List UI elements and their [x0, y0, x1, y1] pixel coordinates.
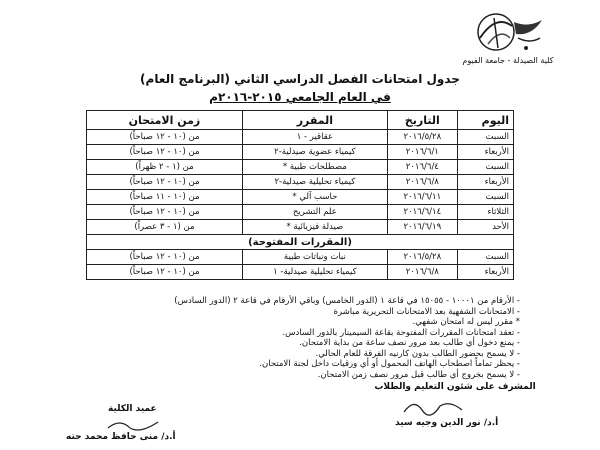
- faculty-logo-icon: [466, 8, 548, 56]
- row-date: ٢٠١٦/٦/١٩: [387, 220, 457, 235]
- note-item: - لا يسمح بحضور الطالب بدون كارنيه الفرقة للعام الحالي.: [315, 348, 520, 359]
- supervisor-signature-icon: [400, 396, 470, 418]
- row-time: من (١٠ - ١٢ صباحاً): [87, 145, 243, 160]
- row-course: كيمياء تحليلية صيدلية- ١: [242, 265, 387, 280]
- note-item: * مقرر ليس له امتحان شفهي.: [412, 317, 520, 327]
- table-row: [87, 205, 514, 220]
- row-date: ٢٠١٦/٦/٤: [387, 160, 457, 175]
- header-course: المقرر: [242, 111, 387, 130]
- table-row: [87, 220, 514, 235]
- row-date: ٢٠١٦/٦/١١: [387, 190, 457, 205]
- table-row: [87, 160, 514, 175]
- row-date: ٢٠١٦/٥/٢٨: [387, 250, 457, 265]
- row-time: من (١ - ٢ ظهراً): [87, 160, 243, 175]
- row-course: نبات ونباتات طبية: [242, 250, 387, 265]
- row-day: الأحد: [457, 220, 513, 235]
- row-time: من (١ - ٣ عصراً): [87, 220, 243, 235]
- exam-notes: [100, 296, 520, 380]
- row-day: السبت: [457, 160, 513, 175]
- row-date: ٢٠١٦/٦/١٤: [387, 205, 457, 220]
- row-day: الأربعاء: [457, 145, 513, 160]
- title-line-2: في العام الجامعي ٢٠١٥-٢٠١٦م: [209, 90, 391, 104]
- dean-name: أ.د/ منى حافظ محمد حته: [66, 432, 176, 442]
- note-item: - لا يسمح بخروج أي طالب قبل مرور نصف زمن الامتحان.: [317, 369, 520, 380]
- row-day: الأربعاء: [457, 265, 513, 280]
- table-row: [87, 190, 514, 205]
- row-course: حاسب آلي *: [242, 190, 387, 205]
- header-day: اليوم: [457, 111, 513, 130]
- row-time: من (١٠ - ١٢ صباحاً): [87, 250, 243, 265]
- note-item: - يحظر تماماً اصطحاب الهاتف المحمول أو أي ورقيات داخل لجنة الامتحان.: [259, 359, 520, 369]
- row-date: ٢٠١٦/٦/٨: [387, 265, 457, 280]
- row-course: عقاقير - ١: [242, 130, 387, 145]
- row-course: كيمياء تحليلية صيدلية-٢: [242, 175, 387, 190]
- row-time: من (١٠ - ١٢ صباحاً): [87, 265, 243, 280]
- title-line-1: جدول امتحانات الفصل الدراسي الثاني (البرنامج العام): [140, 72, 460, 86]
- exam-schedule-table: [86, 110, 514, 280]
- row-day: الثلاثاء: [457, 205, 513, 220]
- note-item: - الأرقام من ١٠٠٠١ - ١٥٠٥٥ في قاعة ١ (الدور الخامس) وباقي الأرقام في قاعة ٢ (الدور السادس): [174, 296, 520, 306]
- table-row: [87, 130, 514, 145]
- table-row: [87, 265, 514, 280]
- row-course: علم التشريح: [242, 205, 387, 220]
- row-date: ٢٠١٦/٥/٢٨: [387, 130, 457, 145]
- open-courses-heading-row: [87, 235, 514, 250]
- note-item: - يمنع دخول أي طالب بعد مرور نصف ساعة من بداية الامتحان.: [299, 338, 520, 348]
- row-date: ٢٠١٦/٦/١: [387, 145, 457, 160]
- row-course: صيدلة فيزيائية *: [242, 220, 387, 235]
- table-row: [87, 175, 514, 190]
- header-date: التاريخ: [387, 111, 457, 130]
- row-day: الأربعاء: [457, 175, 513, 190]
- row-course: مصطلحات طبية *: [242, 160, 387, 175]
- open-courses-heading: (المقررات المفتوحة): [87, 235, 514, 250]
- row-time: من (١٠ - ١٢ صباحاً): [87, 205, 243, 220]
- table-row: [87, 145, 514, 160]
- table-header-row: [87, 111, 514, 130]
- row-day: السبت: [457, 130, 513, 145]
- row-time: من (١٠ - ١١ صباحاً): [87, 190, 243, 205]
- row-course: كيمياء عضوية صيدلية-٢: [242, 145, 387, 160]
- note-item: - الامتحانات الشفهية بعد الامتحانات التحريرية مباشرة: [333, 306, 520, 317]
- supervisor-title: المشرف على شئون التعليم والطلاب: [374, 382, 536, 392]
- table-row: [87, 250, 514, 265]
- page-title: [100, 70, 500, 106]
- row-time: من (١٠ - ١٢ صباحاً): [87, 175, 243, 190]
- dean-title: عميد الكلية: [108, 404, 157, 414]
- row-time: من (١٠ - ١٢ صباحاً): [87, 130, 243, 145]
- row-day: السبت: [457, 250, 513, 265]
- row-date: ٢٠١٦/٦/٨: [387, 175, 457, 190]
- row-day: السبت: [457, 190, 513, 205]
- note-item: - تعقد امتحانات المقررات المفتوحة بقاعة السيمينار بالدور السادس.: [282, 327, 520, 338]
- supervisor-name: أ.د/ نور الدين وجيه سيد: [395, 418, 499, 428]
- faculty-name: كلية الصيدلة - جامعة الفيوم: [462, 56, 554, 65]
- header-time: زمن الامتحان: [87, 111, 243, 130]
